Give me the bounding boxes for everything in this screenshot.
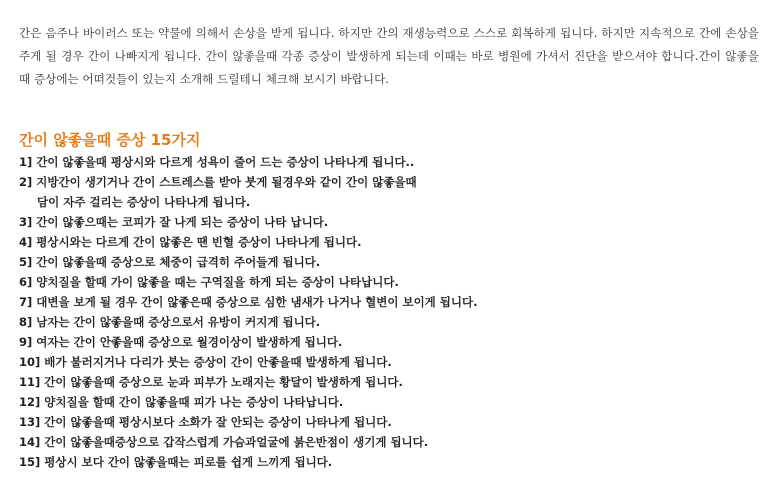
symptom-item: 8] 남자는 간이 않좋을때 증상으로서 유방이 커지게 됩니다. [19, 315, 321, 329]
symptom-item: 5] 간이 않좋을때 증상으로 체중이 급격히 주어들게 됩니다. [19, 255, 321, 269]
symptom-item: 1] 간이 않좋을때 평상시와 다르게 성욕이 줄어 드는 증상이 나타나게 됩니다.. [19, 155, 415, 169]
symptom-item: 13] 간이 않좋을때 평상시보다 소화가 잘 안되는 증상이 나타나게 됩니다. [19, 415, 392, 429]
symptom-item: 6] 양치질을 할때 가이 않좋을 때는 구역질을 하게 되는 증상이 나타납니다. [19, 275, 399, 289]
symptom-item: 7] 대변을 보게 될 경우 간이 않좋은때 증상으로 심한 냄새가 나거나 혈변이 보이게 됩니다. [19, 295, 478, 309]
symptom-item: 9] 여자는 간이 안좋을때 증상으로 월경이상이 발생하게 됩니다. [19, 335, 343, 349]
section-title: 간이 않좋을때 증상 15가지 [19, 131, 201, 149]
symptom-item: 11] 간이 않좋을때 증상으로 눈과 피부가 노래지는 황달이 발생하게 됩니다. [19, 375, 403, 389]
symptom-item: 2] 지방간이 생기거나 간이 스트레스를 받아 붓게 될경우와 같이 간이 않좋을때 [19, 175, 417, 189]
symptom-list [19, 152, 759, 472]
symptom-item-continuation: 담이 자주 걸리는 증상이 나타나게 됩니다. [37, 195, 251, 209]
symptom-item: 4] 평상시와는 다르게 간이 않좋은 땐 빈혈 증상이 나타나게 됩니다. [19, 235, 362, 249]
symptom-item: 3] 간이 않좋으때는 코피가 잘 나게 되는 증상이 나타 납니다. [19, 215, 329, 229]
intro-paragraph: 간은 음주나 바이러스 또는 약물에 의해서 손상을 받게 됩니다. 하지만 간의 재생능력으로 스스로 회복하게 됩니다. 하지만 지속적으로 간에 손상을 주게 될 경우 간이 나빠지게 됩니다. 간이 않좋을때 각종 증상이 발생하게 되는데 이때는 바로 병원에 가셔서 진단을 받으셔야 합니다.간이 않좋을때 증상에는 어떠것들이 있는지 소개해 드릴테니 체크해 보시기 바랍니다. [19, 26, 759, 86]
symptom-item: 10] 배가 불러지거나 다리가 붓는 증상이 간이 안좋을때 발생하게 됩니다. [19, 355, 392, 369]
symptom-item: 15] 평상시 보다 간이 않좋을때는 피로를 쉽게 느끼게 됩니다. [19, 455, 333, 469]
symptom-item: 12] 양치질을 할때 간이 않좋을때 피가 나는 증상이 나타납니다. [19, 395, 344, 409]
symptom-item: 14] 간이 않좋을때증상으로 갑작스럽게 가슴과얼굴에 붉은반점이 생기게 됩니다. [19, 435, 429, 449]
